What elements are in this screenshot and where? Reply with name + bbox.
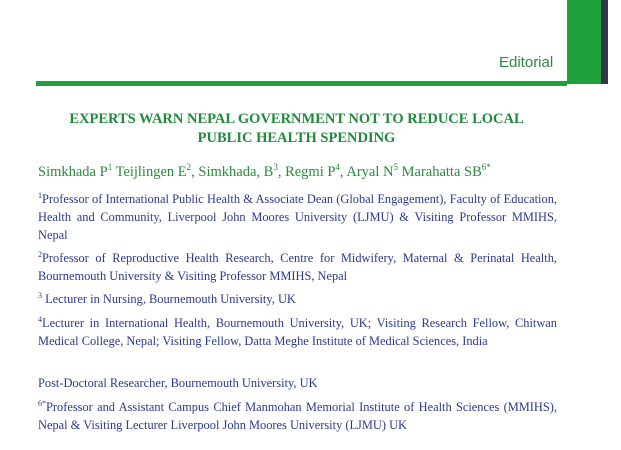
affiliation-text: Lecturer in Nursing, Bournemouth University, UK: [42, 292, 296, 306]
author-sep: ,: [277, 164, 286, 180]
author-sup: 6*: [481, 162, 491, 172]
affiliation-sup: 3: [38, 291, 42, 300]
affiliation-sup: 4: [38, 315, 42, 324]
article-title-line-1: EXPERTS WARN NEPAL GOVERNMENT NOT TO REDUCE LOCAL: [69, 111, 524, 127]
affiliation-sup: 1: [38, 191, 42, 200]
author-name: Marahatta SB: [401, 164, 482, 180]
affiliation-sup: 6*: [38, 399, 46, 408]
affiliation-5: [38, 374, 557, 392]
author-name: Simkhada P: [38, 164, 108, 180]
affiliation-text: Lecturer in International Health, Bournemouth University, UK; Visiting Research Fellow, Chitwan Medical College, Nepal; Visiting Fellow, Datta Meghe Institute of Medical Sciences, India: [38, 316, 557, 348]
header-dark-bar: [601, 0, 608, 84]
affiliation-text: Professor and Assistant Campus Chief Manmohan Memorial Institute of Health Sciences (MMIHS), Nepal & Visiting Lecturer Liverpool John Moores University (LJMU) UK: [38, 400, 557, 432]
author-list: [38, 163, 568, 181]
affiliation-text: Professor of Reproductive Health Research, Centre for Midwifery, Maternal & Perinatal Health, Bournemouth University & Visiting Professor MMIHS, Nepal: [38, 251, 557, 283]
author-sup: 4: [335, 162, 340, 172]
author-sup: 5: [393, 162, 398, 172]
author-sep: ,: [339, 164, 347, 180]
author-name: Simkhada, B: [198, 164, 274, 180]
author-name: Teijlingen E: [115, 164, 187, 180]
affiliation-1: [38, 190, 557, 244]
author-sup: 2: [186, 162, 192, 172]
author-sup: 3: [273, 162, 278, 172]
author-name: Aryal N: [346, 164, 394, 180]
section-label: Editorial: [499, 54, 554, 71]
header-rule: [36, 81, 567, 86]
affiliation-text: Professor of International Public Health & Associate Dean (Global Engagement), Faculty of Education, Health and Community, Liverpool John Moores University (LJMU) & Visiting Professor MMIHS, Nepal: [38, 192, 557, 242]
affiliation-3: [38, 290, 557, 308]
affiliation-6: [38, 398, 557, 434]
affiliation-2: [38, 249, 557, 285]
affiliation-sup: 2: [38, 250, 42, 259]
article-title-line-2: PUBLIC HEALTH SPENDING: [197, 130, 396, 146]
header-green-bar: [567, 0, 601, 84]
author-name: Regmi P: [285, 164, 336, 180]
affiliation-text: Post-Doctoral Researcher, Bournemouth University, UK: [38, 376, 318, 390]
affiliation-4: [38, 314, 557, 350]
article-title: [36, 110, 557, 148]
author-sep: ,: [191, 164, 199, 180]
author-sup: 1: [107, 162, 113, 172]
